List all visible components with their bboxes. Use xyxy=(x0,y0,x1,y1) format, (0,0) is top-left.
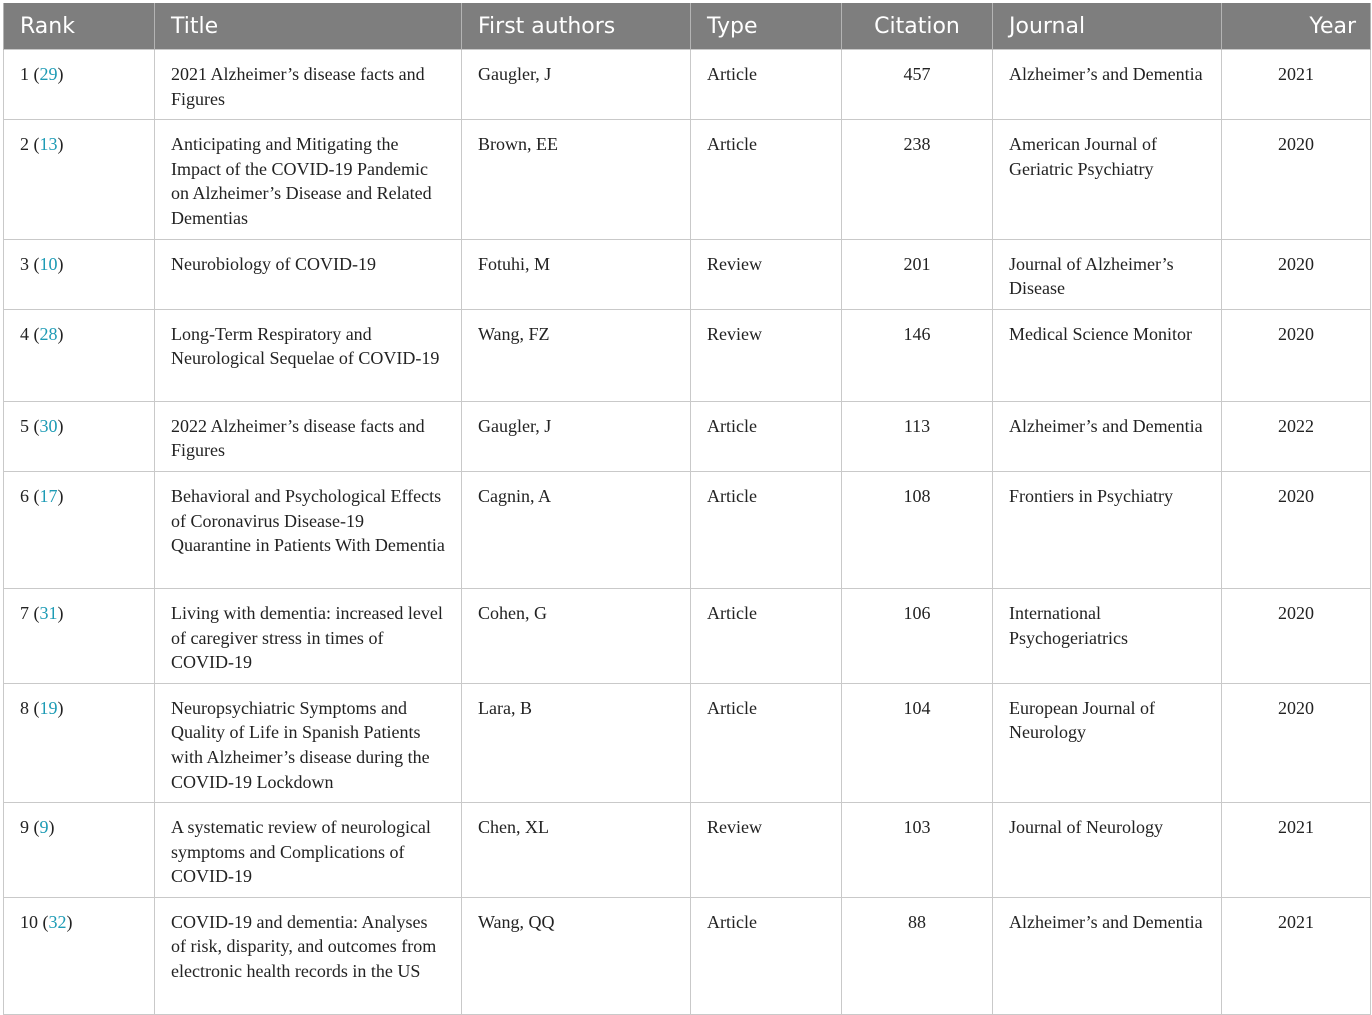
title-text: Anticipating and Mitigating the Impact of the COVID-19 Pandemic on Alzheimer’s Disease and Related Dementias xyxy=(171,134,432,228)
table-row xyxy=(4,50,1371,120)
cell-year xyxy=(1222,588,1371,683)
table-row xyxy=(4,803,1371,898)
cell-first-authors xyxy=(462,120,691,239)
cell-first-authors xyxy=(462,471,691,588)
citation-count: 201 xyxy=(903,253,931,274)
cell-title xyxy=(155,239,462,309)
cell-year xyxy=(1222,897,1371,1014)
year-text: 2020 xyxy=(1278,485,1314,506)
title-text: Living with dementia: increased level of caregiver stress in times of COVID-19 xyxy=(171,602,443,673)
cell-title xyxy=(155,401,462,471)
cell-first-authors xyxy=(462,309,691,401)
reference-link[interactable]: 28 xyxy=(39,323,58,344)
authors-text: Gaugler, J xyxy=(478,64,552,84)
cell-citation xyxy=(842,239,993,309)
cell-citation xyxy=(842,683,993,802)
rank-number: 10 xyxy=(20,911,38,932)
journal-text: American Journal of Geriatric Psychiatry xyxy=(1009,134,1157,179)
cell-type xyxy=(691,120,842,239)
year-text: 2021 xyxy=(1278,817,1314,838)
cell-journal xyxy=(993,471,1222,588)
rank-number: 8 xyxy=(20,697,29,718)
cell-first-authors xyxy=(462,683,691,802)
table-row xyxy=(4,309,1371,401)
title-text: Neuropsychiatric Symptoms and Quality of Life in Spanish Patients with Alzheimer’s disease during the COVID-19 Lockdown xyxy=(171,697,430,792)
journal-text: Journal of Alzheimer’s Disease xyxy=(1009,253,1174,299)
citation-table xyxy=(3,3,1371,1015)
reference-link[interactable]: 30 xyxy=(39,415,58,436)
title-text: Behavioral and Psychological Effects of Coronavirus Disease-19 Quarantine in Patients With Dementia xyxy=(171,485,445,556)
type-text: Article xyxy=(707,415,757,436)
cell-rank: 5 (30) xyxy=(4,401,155,471)
cell-title xyxy=(155,471,462,588)
year-text: 2020 xyxy=(1278,602,1314,623)
type-text: Review xyxy=(707,817,762,838)
header-title: Title xyxy=(155,3,462,50)
reference-link[interactable]: 32 xyxy=(48,911,67,932)
journal-text: Alzheimer’s and Dementia xyxy=(1009,64,1203,84)
journal-text: Alzheimer’s and Dementia xyxy=(1009,415,1203,436)
cell-year xyxy=(1222,471,1371,588)
cell-rank: 4 (28) xyxy=(4,309,155,401)
header-first-authors: First authors xyxy=(462,3,691,50)
table-row xyxy=(4,401,1371,471)
cell-year xyxy=(1222,120,1371,239)
cell-first-authors xyxy=(462,803,691,898)
year-text: 2020 xyxy=(1278,323,1314,344)
type-text: Article xyxy=(707,911,757,932)
title-text: Long-Term Respiratory and Neurological Sequelae of COVID-19 xyxy=(171,323,440,369)
authors-text: Brown, EE xyxy=(478,134,558,155)
cell-title xyxy=(155,897,462,1014)
cell-rank: 2 (13) xyxy=(4,120,155,239)
authors-text: Cohen, G xyxy=(478,602,547,623)
reference-link[interactable]: 19 xyxy=(39,697,58,718)
type-text: Article xyxy=(707,697,757,718)
cell-citation xyxy=(842,803,993,898)
cell-citation xyxy=(842,471,993,588)
rank-number: 5 xyxy=(20,415,29,436)
citation-count: 106 xyxy=(903,602,931,623)
cell-journal xyxy=(993,50,1222,120)
cell-title xyxy=(155,50,462,120)
journal-text: International Psychogeriatrics xyxy=(1009,602,1128,648)
year-text: 2020 xyxy=(1278,134,1314,155)
table-row xyxy=(4,588,1371,683)
cell-title xyxy=(155,588,462,683)
header-rank: Rank xyxy=(4,3,155,50)
citation-count: 146 xyxy=(903,323,931,344)
cell-rank: 6 (17) xyxy=(4,471,155,588)
type-text: Review xyxy=(707,323,762,344)
citation-count: 88 xyxy=(908,911,926,932)
type-text: Article xyxy=(707,485,757,506)
rank-number: 7 xyxy=(20,602,29,623)
authors-text: Chen, XL xyxy=(478,817,549,838)
rank-number: 2 xyxy=(20,134,29,155)
authors-text: Wang, QQ xyxy=(478,911,555,932)
cell-first-authors xyxy=(462,401,691,471)
cell-citation xyxy=(842,588,993,683)
type-text: Review xyxy=(707,253,762,274)
cell-citation xyxy=(842,897,993,1014)
authors-text: Cagnin, A xyxy=(478,485,552,506)
cell-title xyxy=(155,683,462,802)
cell-journal xyxy=(993,401,1222,471)
title-text: COVID-19 and dementia: Analyses of risk, disparity, and outcomes from electronic health records in the US xyxy=(171,911,437,982)
citation-count: 113 xyxy=(903,415,931,436)
authors-text: Wang, FZ xyxy=(478,323,550,344)
cell-title xyxy=(155,803,462,898)
journal-text: Alzheimer’s and Dementia xyxy=(1009,911,1203,932)
reference-link[interactable]: 13 xyxy=(39,134,58,155)
cell-rank: 3 (10) xyxy=(4,239,155,309)
cell-rank: 1 (29) xyxy=(4,50,155,120)
cell-rank: 9 (9) xyxy=(4,803,155,898)
cell-first-authors xyxy=(462,588,691,683)
title-text: 2021 Alzheimer’s disease facts and Figures xyxy=(171,64,425,109)
table-row xyxy=(4,683,1371,802)
cell-journal xyxy=(993,588,1222,683)
citation-count: 103 xyxy=(903,817,931,838)
cell-type xyxy=(691,50,842,120)
table-header-row xyxy=(4,3,1371,50)
header-year: Year xyxy=(1222,3,1371,50)
cell-type xyxy=(691,803,842,898)
rank-number: 3 xyxy=(20,253,29,274)
type-text: Article xyxy=(707,602,757,623)
cell-type xyxy=(691,309,842,401)
reference-link[interactable]: 10 xyxy=(39,253,58,274)
cell-type xyxy=(691,683,842,802)
cell-first-authors xyxy=(462,50,691,120)
cell-journal xyxy=(993,120,1222,239)
citation-count: 108 xyxy=(903,485,931,506)
citation-count: 104 xyxy=(903,697,931,718)
type-text: Article xyxy=(707,134,757,155)
cell-citation xyxy=(842,401,993,471)
cell-type xyxy=(691,897,842,1014)
year-text: 2021 xyxy=(1278,64,1314,84)
cell-rank: 7 (31) xyxy=(4,588,155,683)
cell-title xyxy=(155,120,462,239)
year-text: 2020 xyxy=(1278,697,1314,718)
cell-year xyxy=(1222,309,1371,401)
journal-text: Frontiers in Psychiatry xyxy=(1009,485,1173,506)
cell-rank: 8 (19) xyxy=(4,683,155,802)
table-body xyxy=(4,50,1371,1015)
reference-link[interactable]: 29 xyxy=(39,64,58,84)
reference-link[interactable]: 17 xyxy=(39,485,58,506)
type-text: Article xyxy=(707,64,757,84)
year-text: 2022 xyxy=(1278,415,1314,436)
cell-title xyxy=(155,309,462,401)
authors-text: Lara, B xyxy=(478,697,532,718)
cell-journal xyxy=(993,239,1222,309)
cell-year xyxy=(1222,803,1371,898)
authors-text: Gaugler, J xyxy=(478,415,552,436)
title-text: Neurobiology of COVID-19 xyxy=(171,253,376,274)
cell-journal xyxy=(993,683,1222,802)
header-citation: Citation xyxy=(842,3,993,50)
cell-type xyxy=(691,401,842,471)
cell-journal xyxy=(993,897,1222,1014)
reference-link[interactable]: 31 xyxy=(39,602,58,623)
cell-citation xyxy=(842,309,993,401)
cell-type xyxy=(691,471,842,588)
rank-number: 4 xyxy=(20,323,29,344)
year-text: 2020 xyxy=(1278,253,1314,274)
citation-count: 457 xyxy=(903,64,931,84)
cell-journal xyxy=(993,803,1222,898)
cell-journal xyxy=(993,309,1222,401)
cell-first-authors xyxy=(462,897,691,1014)
title-text: A systematic review of neurological symptoms and Complications of COVID-19 xyxy=(171,817,431,887)
cell-type xyxy=(691,239,842,309)
rank-number: 6 xyxy=(20,485,29,506)
authors-text: Fotuhi, M xyxy=(478,253,551,274)
journal-text: Journal of Neurology xyxy=(1009,817,1163,838)
journal-text: European Journal of Neurology xyxy=(1009,697,1155,743)
header-type: Type xyxy=(691,3,842,50)
cell-year xyxy=(1222,50,1371,120)
title-text: 2022 Alzheimer’s disease facts and Figures xyxy=(171,415,425,461)
reference-link[interactable]: 9 xyxy=(39,817,49,838)
cell-first-authors xyxy=(462,239,691,309)
citation-count: 238 xyxy=(903,134,931,155)
journal-text: Medical Science Monitor xyxy=(1009,323,1192,344)
cell-citation xyxy=(842,120,993,239)
cell-year xyxy=(1222,683,1371,802)
cell-citation xyxy=(842,50,993,120)
table-row xyxy=(4,897,1371,1014)
rank-number: 1 xyxy=(20,64,29,84)
cell-year xyxy=(1222,401,1371,471)
table-row xyxy=(4,239,1371,309)
table-row xyxy=(4,120,1371,239)
header-journal: Journal xyxy=(993,3,1222,50)
cell-type xyxy=(691,588,842,683)
rank-number: 9 xyxy=(20,817,29,838)
cell-year xyxy=(1222,239,1371,309)
table-row xyxy=(4,471,1371,588)
cell-rank: 10 (32) xyxy=(4,897,155,1014)
year-text: 2021 xyxy=(1278,911,1314,932)
